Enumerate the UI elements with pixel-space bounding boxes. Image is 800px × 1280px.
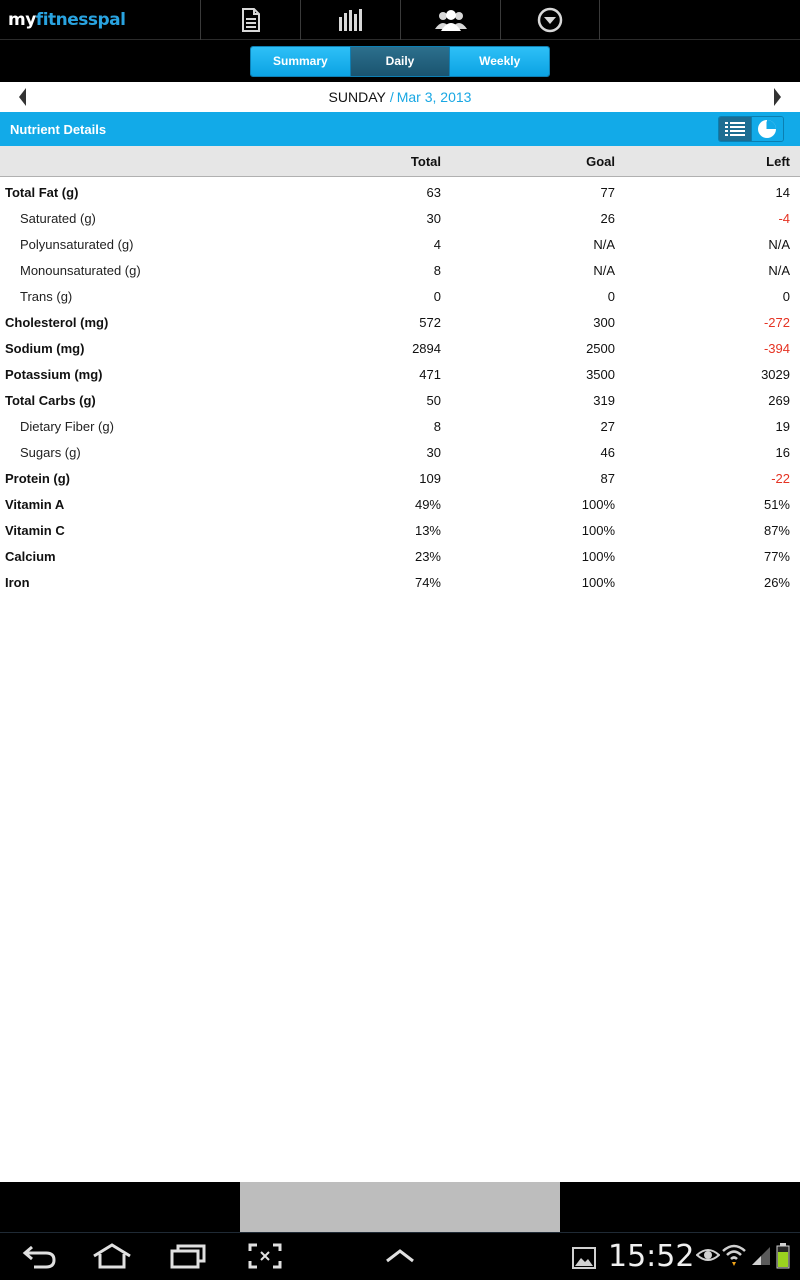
nutrient-left: 3029 (761, 366, 790, 382)
table-row (0, 439, 800, 465)
nutrient-goal: N/A (593, 262, 615, 278)
back-icon[interactable] (22, 1243, 56, 1269)
nutrient-left: 19 (775, 418, 790, 434)
nutrient-left: 16 (775, 444, 790, 460)
nutrient-goal: 3500 (586, 366, 615, 382)
nutrient-total: 23% (414, 548, 441, 564)
nutrient-name: Monounsaturated (g) (20, 262, 141, 278)
nutrient-name: Dietary Fiber (g) (20, 418, 114, 434)
tab-weekly[interactable]: Weekly (450, 47, 549, 76)
table-row (0, 517, 800, 543)
segmented-control (250, 46, 550, 77)
nutrient-left: 269 (768, 392, 790, 408)
recent-apps-icon[interactable] (170, 1243, 206, 1269)
nutrient-total: 13% (414, 522, 441, 538)
action-bar (0, 0, 800, 40)
nutrient-name: Total Carbs (g) (5, 392, 96, 408)
nutrient-name: Calcium (5, 548, 56, 564)
nutrient-name: Protein (g) (5, 470, 70, 486)
nutrient-left: 14 (775, 184, 790, 200)
nutrient-table (0, 146, 800, 595)
logo-text-fitnesspal: fitnesspal (35, 10, 126, 30)
nutrient-name: Polyunsaturated (g) (20, 236, 134, 252)
diary-button[interactable] (200, 0, 300, 40)
section-header (0, 112, 800, 146)
next-day-arrow-icon[interactable] (774, 88, 781, 106)
table-row (0, 543, 800, 569)
table-row (0, 283, 800, 309)
screenshot-icon[interactable] (248, 1243, 282, 1269)
date-separator: / (389, 89, 394, 105)
date-navigation (0, 82, 800, 112)
nutrient-left: -272 (763, 314, 790, 330)
nutrient-name: Sodium (mg) (5, 340, 85, 356)
table-row (0, 361, 800, 387)
table-row (0, 387, 800, 413)
table-row (0, 335, 800, 361)
nutrient-total: 8 (433, 262, 441, 278)
nutrient-total: 30 (426, 210, 441, 226)
nutrient-name: Vitamin C (5, 522, 65, 538)
chevron-up-icon[interactable] (385, 1243, 415, 1269)
nutrient-name: Saturated (g) (20, 210, 96, 226)
nutrient-name: Vitamin A (5, 496, 65, 512)
nutrient-goal: 87 (600, 470, 615, 486)
nutrient-total: 2894 (412, 340, 441, 356)
nutrient-goal: 27 (600, 418, 615, 434)
nutrient-name: Iron (5, 574, 30, 590)
nutrient-left: 0 (782, 288, 790, 304)
list-icon (725, 121, 745, 137)
nutrient-goal: 100% (581, 574, 615, 590)
nutrient-left: -394 (763, 340, 790, 356)
friends-icon (434, 9, 468, 31)
table-row (0, 465, 800, 491)
nutrient-left: 51% (763, 496, 790, 512)
logo-text-my: my (8, 10, 36, 30)
nutrient-goal: 77 (600, 184, 615, 200)
nutrient-name: Potassium (mg) (5, 366, 103, 382)
battery-icon (776, 1243, 790, 1269)
view-toggle (718, 116, 784, 142)
eye-icon (696, 1245, 720, 1265)
nutrient-name: Cholesterol (mg) (5, 314, 109, 330)
previous-day-arrow-icon[interactable] (19, 88, 26, 106)
table-row (0, 413, 800, 439)
progress-icon (338, 8, 364, 32)
nutrient-left: 77% (763, 548, 790, 564)
signal-icon (750, 1245, 772, 1267)
nutrient-total: 30 (426, 444, 441, 460)
nutrient-left: -22 (771, 470, 790, 486)
nutrient-left: N/A (768, 262, 790, 278)
nutrient-total: 4 (433, 236, 441, 252)
system-navigation-bar (0, 1232, 800, 1280)
nutrient-total: 572 (419, 314, 441, 330)
table-row (0, 179, 800, 205)
table-row (0, 205, 800, 231)
nutrient-left: -4 (778, 210, 790, 226)
nutrient-goal: 319 (593, 392, 615, 408)
diary-icon (241, 8, 261, 32)
tab-summary[interactable]: Summary (251, 47, 351, 76)
progress-button[interactable] (300, 0, 400, 40)
header-goal: Goal (586, 153, 615, 169)
table-row (0, 231, 800, 257)
nutrient-goal: 46 (600, 444, 615, 460)
nutrient-goal: 100% (581, 548, 615, 564)
nutrient-name: Total Fat (g) (5, 184, 79, 200)
nutrient-total: 0 (433, 288, 441, 304)
nutrient-goal: 100% (581, 496, 615, 512)
menu-dropdown-icon (537, 7, 563, 33)
nutrient-total: 471 (419, 366, 441, 382)
tab-daily[interactable]: Daily (351, 47, 451, 76)
nutrient-goal: 100% (581, 522, 615, 538)
nutrient-goal: N/A (593, 236, 615, 252)
menu-dropdown-button[interactable] (500, 0, 600, 40)
nutrient-left: 26% (763, 574, 790, 590)
nutrient-total: 74% (414, 574, 441, 590)
header-left: Left (766, 153, 790, 169)
list-view-button[interactable] (719, 117, 752, 141)
nutrient-total: 49% (414, 496, 441, 512)
nutrient-total: 109 (419, 470, 441, 486)
wifi-icon (722, 1243, 746, 1267)
section-title: Nutrient Details (10, 121, 107, 137)
friends-button[interactable] (400, 0, 500, 40)
nutrient-total: 8 (433, 418, 441, 434)
table-row (0, 491, 800, 517)
nutrient-total: 63 (426, 184, 441, 200)
gallery-notification-icon (572, 1247, 596, 1269)
date-value: Mar 3, 2013 (396, 89, 472, 105)
nutrient-name: Trans (g) (20, 288, 73, 304)
nutrient-name: Sugars (g) (20, 444, 81, 460)
nutrient-goal: 300 (593, 314, 615, 330)
home-icon[interactable] (92, 1243, 132, 1269)
nutrient-goal: 0 (607, 288, 615, 304)
status-clock: 15:52 (608, 1239, 695, 1274)
header-total: Total (410, 153, 441, 169)
day-of-week: SUNDAY (328, 89, 386, 105)
nutrient-total: 50 (426, 392, 441, 408)
footer-panel (240, 1182, 560, 1232)
nutrient-goal: 2500 (586, 340, 615, 356)
app-logo[interactable] (0, 0, 200, 40)
table-body (0, 179, 800, 595)
nutrient-left: N/A (768, 236, 790, 252)
table-row (0, 257, 800, 283)
pie-chart-icon (757, 119, 777, 139)
tabs-row (0, 40, 800, 82)
nutrient-left: 87% (763, 522, 790, 538)
table-row (0, 309, 800, 335)
chart-view-button[interactable] (752, 117, 784, 141)
table-header (0, 146, 800, 177)
table-row (0, 569, 800, 595)
nutrient-goal: 26 (600, 210, 615, 226)
